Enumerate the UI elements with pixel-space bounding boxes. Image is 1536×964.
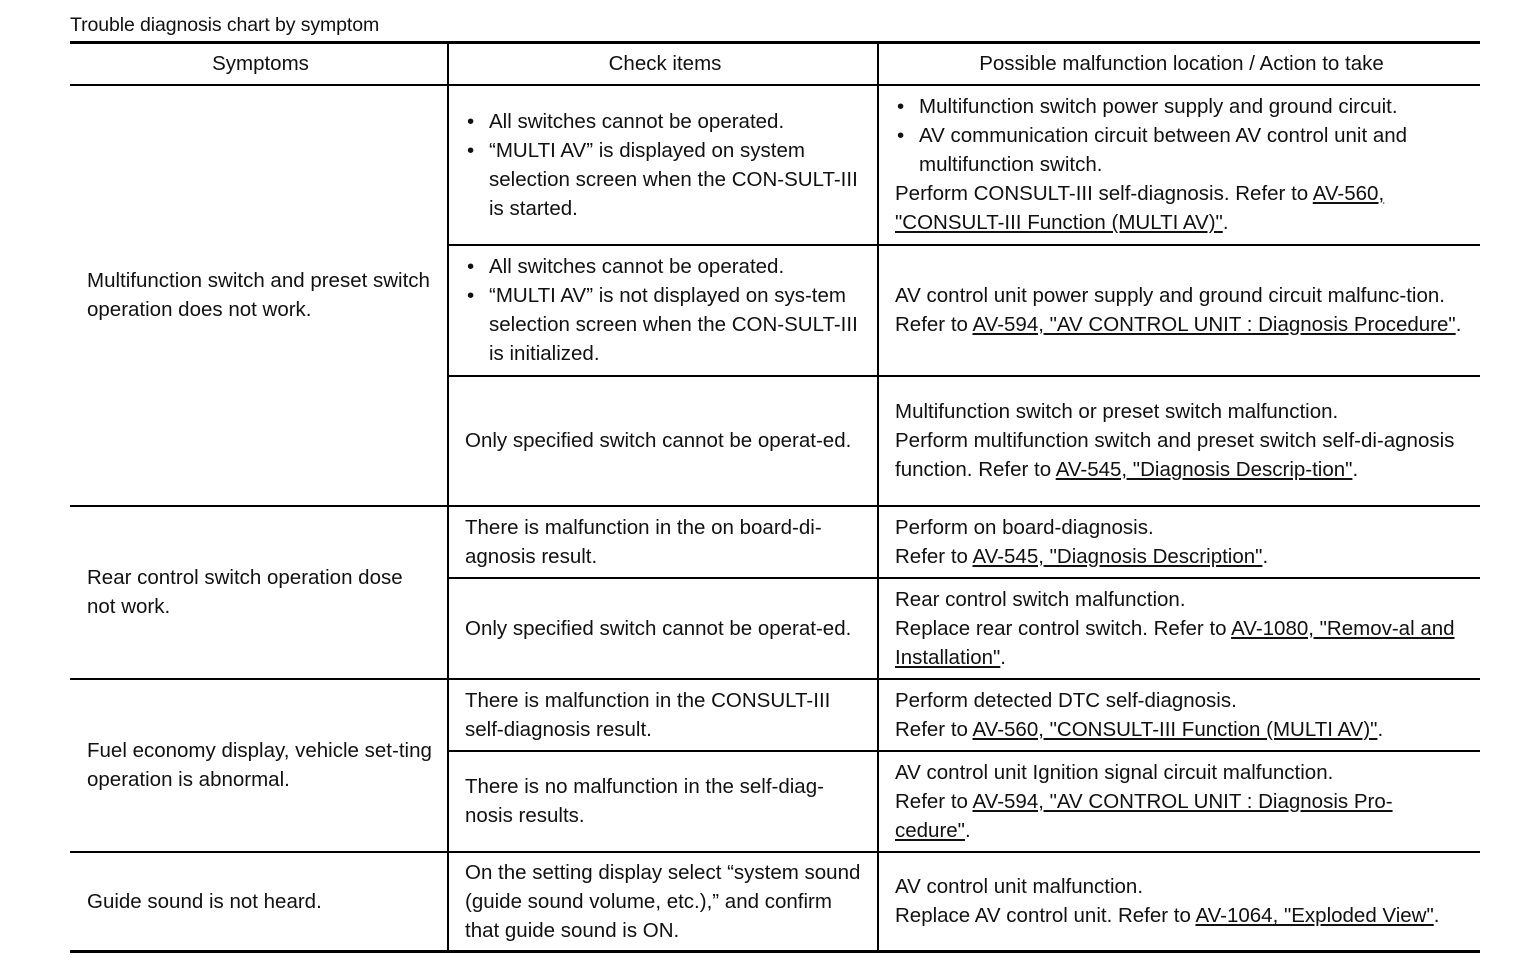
table-row [70,679,1480,751]
action-line: Rear control switch malfunction. [895,587,1186,611]
table-row [70,85,1480,245]
check-bullet: • All switches cannot be operated. [465,107,865,136]
action-text: Refer to [895,789,973,813]
check-cell: There is no malfunction in the self-diag-nosis results. [448,751,878,852]
action-line: AV control unit malfunction. [895,875,1144,899]
action-cell [878,578,1480,679]
symptom-cell: Multifunction switch and preset switch operation does not work. [70,85,448,506]
table-row [70,852,1480,952]
action-end: . [1000,645,1006,669]
action-end: . [1222,211,1229,234]
action-text: Replace rear control switch. Refer to [895,616,1232,640]
header-symptoms: Symptoms [70,43,448,85]
check-cell: There is malfunction in the on board-di-agnosis result. [448,506,878,578]
check-cell [448,85,878,245]
action-cell [878,679,1480,751]
action-text: Refer to [895,717,973,741]
action-text: Refer to [895,544,973,568]
symptom-cell: Guide sound is not heard. [70,852,448,952]
action-text: AV control unit power supply and ground circuit malfunc-tion. Refer to [895,284,1445,336]
action-bullet: • Multifunction switch power supply and ground circuit. [895,92,1468,121]
check-cell: On the setting display select “system sound (guide sound volume, etc.),” and confirm that guide sound is ON. [448,852,878,952]
action-cell [878,376,1480,506]
check-bullet: • “MULTI AV” is displayed on system selection screen when the CON-SULT-III is started. [465,136,865,223]
reference-link[interactable]: AV-594, "AV CONTROL UNIT : Diagnosis Procedure" [972,313,1456,336]
action-cell [878,852,1480,952]
header-row [70,43,1480,85]
symptom-cell: Rear control switch operation dose not work. [70,506,448,679]
action-line: AV control unit Ignition signal circuit malfunction. [895,760,1334,784]
check-cell [448,245,878,376]
action-end: . [1455,313,1462,336]
reference-link[interactable]: AV-545, "Diagnosis Descrip-tion" [1055,458,1353,481]
reference-link[interactable]: AV-1080, "Remov-al and Installation" [895,616,1455,669]
check-bullet: • “MULTI AV” is not displayed on sys-tem selection screen when the CON-SULT-III is initialized. [465,281,865,368]
check-cell: Only specified switch cannot be operat-ed. [448,376,878,506]
header-check-items: Check items [448,43,878,85]
check-cell: There is malfunction in the CONSULT-III self-diagnosis result. [448,679,878,751]
action-end: . [1433,904,1440,928]
reference-link[interactable]: AV-560, "CONSULT-III Function (MULTI AV)" [972,717,1378,741]
action-line: Perform on board-diagnosis. [895,515,1154,539]
check-bullet: • All switches cannot be operated. [465,252,865,281]
reference-link[interactable]: AV-1064, "Exploded View" [1195,904,1434,928]
action-text: Perform multifunction switch and preset switch self-di-agnosis function. Refer to [895,429,1455,481]
action-text: Replace AV control unit. Refer to [895,904,1196,928]
action-bullet: • AV communication circuit between AV control unit and multifunction switch. [895,121,1468,179]
table-row [70,506,1480,578]
reference-link[interactable]: AV-560, "CONSULT-III Function (MULTI AV)" [895,182,1385,234]
action-end: . [964,818,971,842]
reference-link[interactable]: AV-545, "Diagnosis Description" [972,544,1263,568]
action-cell [878,85,1480,245]
action-end: . [1377,717,1384,741]
action-line: Multifunction switch or preset switch malfunction. [895,400,1339,423]
action-text: Perform CONSULT-III self-diagnosis. Refer to [895,182,1313,205]
check-cell: Only specified switch cannot be operat-ed. [448,578,878,679]
action-end: . [1262,544,1269,568]
symptom-cell: Fuel economy display, vehicle set-ting operation is abnormal. [70,679,448,852]
action-line: Perform detected DTC self-diagnosis. [895,688,1237,712]
chart-caption: Trouble diagnosis chart by symptom [70,14,380,36]
header-action: Possible malfunction location / Action to take [878,43,1480,85]
action-cell [878,506,1480,578]
action-end: . [1352,458,1359,481]
action-cell [878,751,1480,852]
action-cell [878,245,1480,376]
trouble-diagnosis-table [70,41,1480,953]
reference-link[interactable]: AV-594, "AV CONTROL UNIT : Diagnosis Pro-cedure" [895,789,1393,842]
